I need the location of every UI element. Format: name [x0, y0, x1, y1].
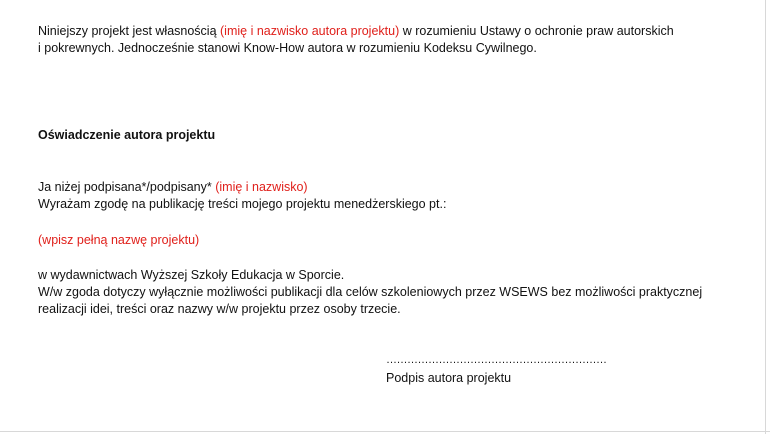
signature-dotted-line: ………………………………………………………	[386, 354, 607, 366]
declaration-line-1	[38, 179, 308, 195]
signer-name-placeholder: (imię i nazwisko)	[215, 180, 308, 194]
intro-line-2: i pokrewnych. Jednocześnie stanowi Know-How autora w rozumieniu Kodeksu Cywilnego.	[38, 41, 537, 55]
intro-line-1-end: w rozumieniu Ustawy o ochronie praw autorskich	[399, 24, 674, 38]
project-name-placeholder: (wpisz pełną nazwę projektu)	[38, 233, 200, 247]
page-edge-bottom	[0, 431, 770, 432]
declaration-line-1-start: Ja niżej podpisana*/podpisany*	[38, 180, 216, 194]
page-edge-right	[765, 0, 766, 434]
declaration-line-3: w wydawnictwach Wyższej Szkoły Edukacja w Sporcie.	[38, 268, 345, 282]
intro-line-1	[38, 23, 674, 39]
author-name-placeholder: (imię i nazwisko autora projektu)	[220, 24, 400, 38]
declaration-line-2: Wyrażam zgodę na publikację treści mojego projektu menedżerskiego pt.:	[38, 197, 447, 211]
section-heading: Oświadczenie autora projektu	[38, 128, 216, 142]
declaration-line-4: W/w zgoda dotyczy wyłącznie możliwości publikacji dla celów szkoleniowych przez WSEWS bez możliwości praktycznej	[38, 285, 703, 299]
intro-line-1-start: Niniejszy projekt jest własnością	[38, 24, 221, 38]
signature-label: Podpis autora projektu	[386, 371, 512, 385]
declaration-line-5: realizacji idei, treści oraz nazwy w/w projektu przez osoby trzecie.	[38, 302, 401, 316]
